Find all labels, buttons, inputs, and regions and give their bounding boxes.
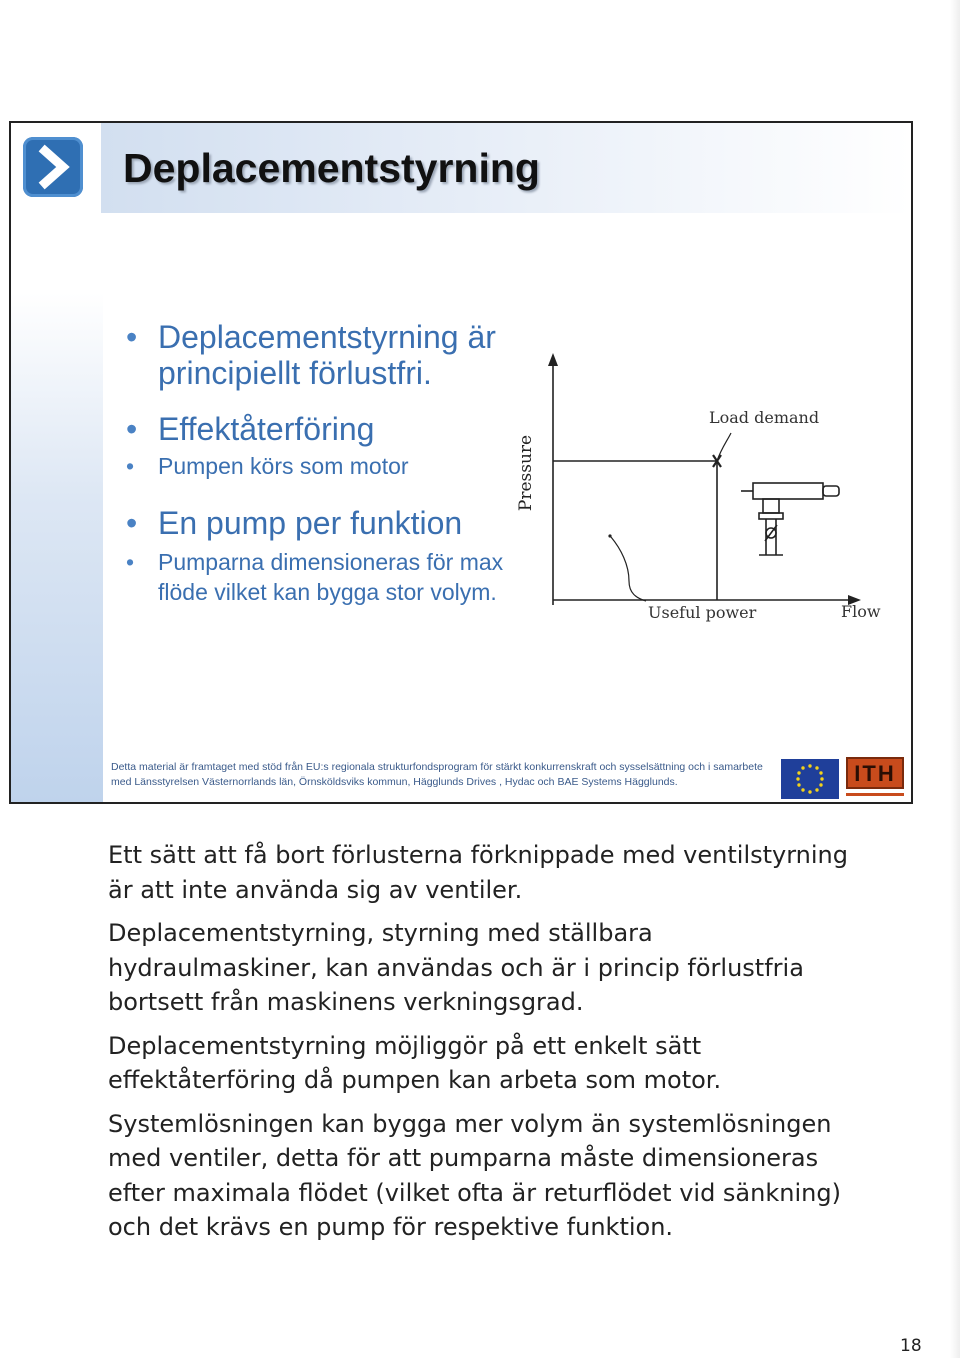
slide [9,121,913,804]
body-text [108,838,868,1254]
bullet-item: • Pumpen körs som motor [126,451,526,481]
y-axis-label: Pressure [516,434,536,512]
x-axis-label: Flow [841,602,881,621]
ith-logo-text: ITH [854,761,896,786]
load-demand-label: Load demand [709,408,820,427]
hydraulic-cylinder-icon [741,483,839,555]
leader-dot [608,534,611,537]
eu-flag-logo [781,759,839,799]
slide-left-gradient [11,123,103,802]
ith-logo [846,757,904,801]
useful-power-label: Useful power [648,603,757,622]
footer-funding-note: Detta material är framtaget med stöd från EU:s regionala strukturfondsprogram för stärkt konkurrenskraft och sysselsättning och i samarbete med Länsstyrelsen Västernorrlands län, Örnsköldsviks kommun, Hägglunds Drives , Hydac och BAE Systems Hägglunds. [111,761,763,788]
bullet-item: • Deplacementstyrning är principiellt förlustfri. [126,319,526,391]
pressure-flow-diagram [481,353,901,643]
bullet-list [126,319,526,607]
bullet-item: • En pump per funktion [126,505,526,541]
chevron-right-icon [23,137,83,197]
slide-title: Deplacementstyrning [123,145,540,191]
page-number: 18 [900,1336,922,1356]
body-paragraph: Deplacementstyrning möjliggör på ett enkelt sätt effektåterföring då pumpen kan arbeta som motor. [108,1031,722,1094]
useful-power-leader [611,537,646,601]
page-edge-shadow [950,0,960,1358]
bullet-item: • Effektåterföring [126,411,526,447]
body-paragraph: Ett sätt att få bort förlusterna förknippade med ventilstyrning är att inte använda sig av ventiler. [108,841,848,904]
y-axis-arrow [548,353,558,366]
body-paragraph: Deplacementstyrning, styrning med ställbara hydraulmaskiner, kan användas och är i princip förlustfria bortsett från maskinens verkningsgrad. [108,919,804,1016]
bullet-item: • Pumparna dimensioneras för max flöde vilket kan bygga stor volym. [126,547,518,607]
body-paragraph: Systemlösningen kan bygga mer volym än systemlösningen med ventiler, detta för att pumparna måste dimensioneras efter maximala flödet (vilket ofta är returflödet vid sänkning) och det krävs en pump för respektive funktion. [108,1109,841,1241]
